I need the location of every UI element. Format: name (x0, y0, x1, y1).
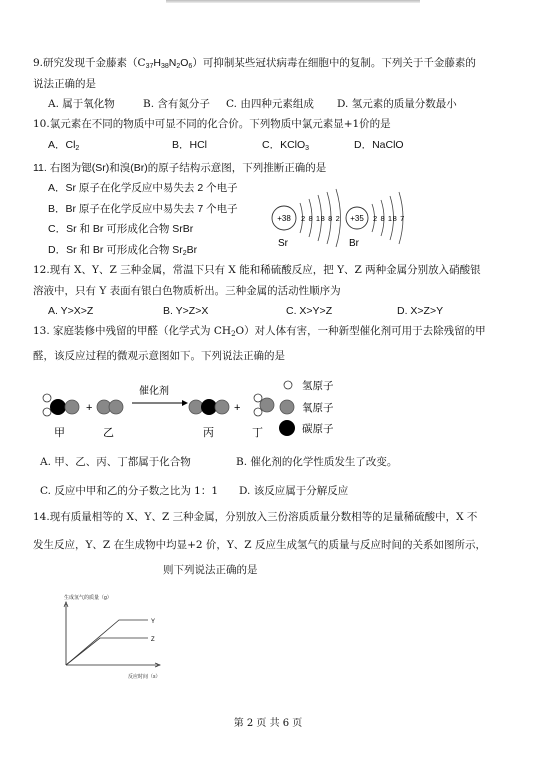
sr-shell-electrons: 2 8 18 8 2 (301, 214, 341, 223)
q9-stem (33, 56, 476, 74)
carbon-atom (50, 399, 66, 415)
catalyst-label: 催化剂 (139, 386, 169, 397)
plus-sign-1: + (86, 402, 93, 414)
page-top-edge (166, 0, 420, 3)
legend-oxygen-icon (280, 400, 294, 414)
q13-stem-cont: 醛，该反应过程的微观示意图如下。下列说法正确的是 (33, 350, 285, 362)
q13-stem: 13. 家庭装修中残留的甲醛（化学式为 $CH_2O$）对人体有害，一种新型催化剂可用于去除残留的甲 (33, 325, 486, 338)
q9-formula: $_{37}H_{38}N_2O_6$ (145, 57, 193, 70)
q12-option-b[interactable]: B. Y>Z>X (163, 305, 209, 317)
hydrogen-atom (43, 394, 51, 402)
oxygen-atom (109, 400, 123, 414)
br-shell-electrons: 2 8 18 7 (373, 214, 405, 223)
atom-structure-diagrams (268, 180, 438, 255)
graph-x-axis-label: 反应时间（s） (128, 674, 161, 680)
oxygen-atom (215, 400, 229, 414)
q12-option-c[interactable]: C. X>Y>Z (286, 305, 333, 317)
reaction-micro-diagram (36, 376, 346, 440)
q10-option-a[interactable]: A．$Cl_2$ (48, 139, 80, 152)
label-yi: 乙 (103, 427, 114, 439)
q9-stem-part: ）可抑制某些冠状病毒在细胞中的复制。下列关于千金藤素的 (192, 57, 476, 69)
legend-hydrogen-icon (284, 381, 292, 389)
q9-option-c[interactable]: C. 由四种元素组成 (226, 98, 314, 110)
q13-option-a[interactable]: A. 甲、乙、丙、丁都属于化合物 (40, 456, 191, 468)
q12-option-d[interactable]: D. X>Z>Y (397, 305, 444, 317)
series-label-z: Z (151, 637, 155, 643)
sr-nucleus-charge: +38 (277, 214, 291, 223)
label-bing: 丙 (203, 427, 214, 439)
legend-oxygen-label: 氧原子 (302, 402, 334, 414)
oxygen-atom (65, 400, 79, 414)
hydrogen-atom (43, 408, 51, 416)
br-atom-diagram (346, 192, 405, 249)
q14-stem-end: 则下列说法正确的是 (163, 564, 258, 576)
line-z (66, 638, 148, 665)
br-nucleus-charge: +35 (350, 214, 364, 223)
q9-stem-cont: 说法正确的是 (33, 78, 96, 90)
molecule-bing (189, 399, 229, 415)
q13-option-d[interactable]: D. 该反应属于分解反应 (239, 485, 349, 497)
hydrogen-time-graph (58, 588, 168, 686)
atom-legend (279, 379, 334, 436)
q9-option-a[interactable]: A. 属于氧化物 (48, 98, 115, 110)
hydrogen-atom (254, 408, 262, 416)
line-y (66, 620, 148, 665)
q12-stem: 12.现有 X、Y、Z 三种金属，常温下只有 X 能和稀硫酸反应，把 Y、Z 两种金属分别放入硝酸银 (33, 264, 481, 276)
sr-label: Sr (278, 238, 288, 249)
q9-stem-part: 9.研究发现千金藤素（C (33, 57, 146, 69)
hydrogen-atom (254, 394, 262, 402)
q14-stem-cont: 发生反应，Y、Z 在生成物中均显+2 价，Y、Z 反应生成氢气的质量与反应时间的关系如图所示， (33, 539, 486, 551)
graph-y-axis-label: 生成氢气的质量（g） (64, 595, 112, 601)
q13-option-b[interactable]: B. 催化剂的化学性质发生了改变。 (236, 456, 398, 468)
legend-carbon-label: 碳原子 (302, 423, 334, 435)
legend-hydrogen-label: 氢原子 (302, 380, 334, 392)
oxygen-atom (260, 398, 274, 412)
q9-option-d[interactable]: D. 氢元素的质量分数最小 (337, 98, 457, 110)
br-label: Br (349, 238, 359, 249)
molecule-ding (254, 394, 274, 416)
reaction-arrow-head (182, 400, 188, 406)
q11-option-a[interactable]: A．Sr 原子在化学反应中易失去 2 个电子 (48, 182, 238, 194)
plus-sign-2: + (234, 402, 241, 414)
q10-option-b[interactable]: B．HCl (172, 139, 208, 151)
molecule-yi (97, 400, 123, 414)
page-footer: 第 2 页 共 6 页 (233, 718, 303, 729)
q12-stem-cont: 溶液中，只有 Y 表面有银白色物质析出。三种金属的活动性顺序为 (33, 285, 341, 297)
q10-option-d[interactable]: D．NaClO (354, 139, 404, 151)
q10-option-c[interactable]: C．KClO$_3$ (262, 139, 310, 152)
molecule-jia (43, 394, 79, 416)
q14-stem: 14.现有质量相等的 X、Y、Z 三种金属，分别放入三份溶质质量分数相等的足量稀硫酸中，X 不 (33, 511, 478, 523)
q10-stem: 10.氯元素在不同的物质中可显不同的化合价。下列物质中氯元素显+1价的是 (33, 118, 391, 130)
q11-option-d[interactable]: D．Sr 和 Br 可形成化合物 $Sr_2Br$ (48, 244, 198, 257)
label-jia: 甲 (54, 427, 65, 439)
oxygen-atom (189, 400, 203, 414)
q13-option-c[interactable]: C. 反应中甲和乙的分子数之比为 1：1 (40, 485, 219, 497)
q11-option-c[interactable]: C．Sr 和 Br 可形成化合物 SrBr (48, 223, 194, 235)
sr-atom-diagram (272, 189, 341, 249)
legend-carbon-icon (279, 420, 295, 436)
q11-option-b[interactable]: B．Br 原子在化学反应中易失去 7 个电子 (48, 203, 238, 215)
q9-option-b[interactable]: B. 含有氮分子 (143, 98, 210, 110)
q12-option-a[interactable]: A. Y>X>Z (48, 305, 94, 317)
series-label-y: Y (151, 619, 156, 625)
label-ding: 丁 (252, 427, 263, 439)
q11-stem: 11. 右图为锶(Sr)和溴(Br)的原子结构示意图，下列推断正确的是 (33, 162, 327, 174)
